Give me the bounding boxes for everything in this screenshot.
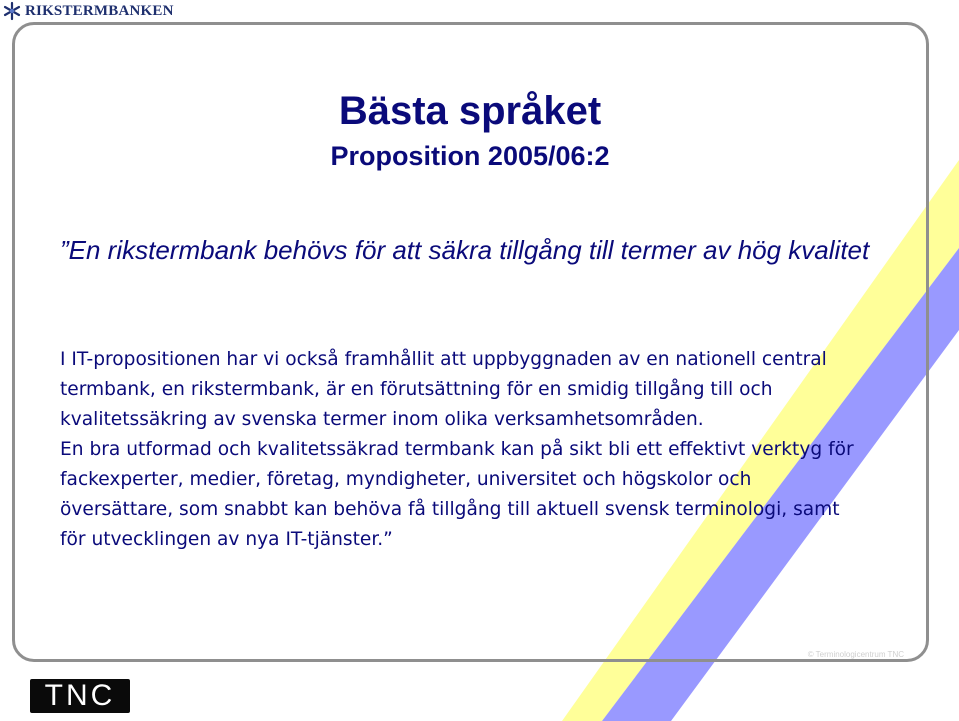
brand-logo-text: RIKSTERMBANKEN	[25, 2, 174, 19]
slide-subtitle: Proposition 2005/06:2	[330, 141, 610, 171]
slide-body	[60, 345, 865, 555]
rikstermbanken-logo	[2, 0, 174, 22]
tnc-logo	[30, 679, 130, 713]
body-paragraph-1: I IT-propositionen har vi också framhållit att uppbyggnaden av en nationell central termbank, en rikstermbank, är en förutsättning för en smidig tillgång till och kvalitetssäkring av svenska termer inom olika verksamhetsområden.	[60, 349, 827, 430]
tnc-logo-text: TNC	[44, 679, 116, 712]
body-paragraph-2: En bra utformad och kvalitetssäkrad termbank kan på sikt bli ett effektivt verktyg för fackexperter, medier, företag, myndigheter, universitet och högskolor och översättare, som snabbt kan behöva få tillgång till aktuell svensk terminologi, samt för utvecklingen av nya IT-tjänster.”	[60, 439, 854, 550]
slide-quote: ”En rikstermbank behövs för att säkra tillgång till termer av hög kvalitet	[60, 235, 870, 265]
slide-title: Bästa språket	[338, 89, 602, 133]
copyright-text: © Terminologicentrum TNC	[807, 650, 904, 659]
snowflake-icon	[2, 1, 22, 21]
